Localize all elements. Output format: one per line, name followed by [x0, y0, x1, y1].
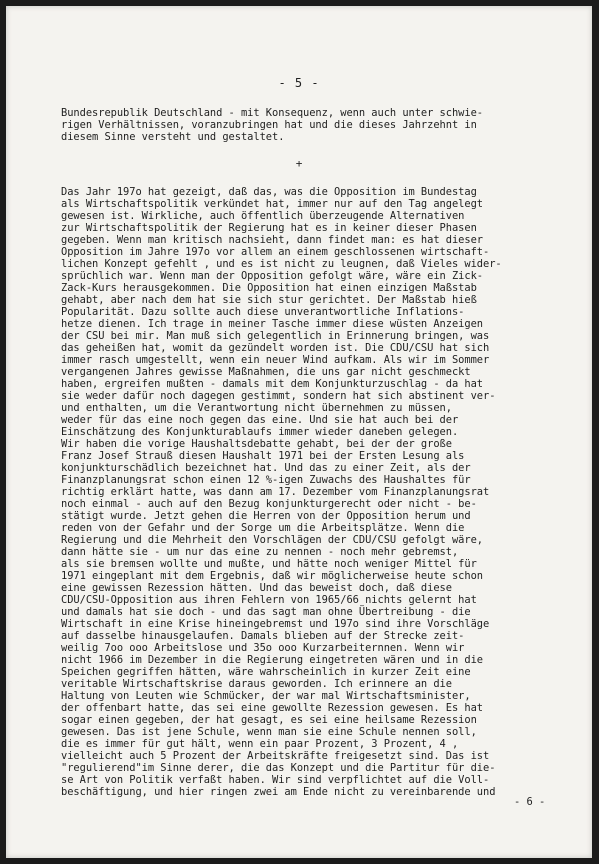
text-line: gegeben. Wenn man kritisch nachsieht, dann findet man: es hat dieser — [61, 234, 483, 246]
text-line: richtig erklärt hatte, was dann am 17. Dezember vom Finanzplanungsrat — [61, 486, 490, 498]
text-line: gehabt, aber nach dem hat sie sich stur gerichtet. Der Maßstab hieß — [61, 294, 477, 306]
text-line: Zack-Kurs herausgekommen. Die Opposition hat einen einzigen Maßstab — [61, 282, 477, 294]
text-line: Wirtschaft in eine Krise hineingebremst und 197o sind ihre Vorschläge — [61, 618, 490, 630]
section-separator: + — [295, 157, 303, 170]
text-line: sie weder dafür noch dagegen gestimmt, sondern hat sich abstinent ver- — [61, 390, 496, 402]
text-line: Einschätzung des Konjunkturablaufs immer wieder daneben gelegen. — [61, 426, 459, 438]
text-line: vielleicht auch 5 Prozent der Arbeitskräfte freigesetzt sind. Das ist — [61, 750, 490, 762]
text-line: Finanzplanungsrat schon einen 12 %-igen Zuwachs des Haushaltes für — [61, 474, 471, 486]
text-line: nicht 1966 im Dezember in die Regierung eingetreten wären und in die — [61, 654, 483, 666]
text-line: Bundesrepublik Deutschland - mit Konsequenz, wenn auch unter schwie- — [61, 107, 483, 119]
text-line: Regierung und die Mehrheit den Vorschlägen der CDU/CSU gefolgt wäre, — [61, 534, 483, 546]
text-line: reden von der Gefahr und der Sorge um die Arbeitsplätze. Wenn die — [61, 522, 465, 534]
text-line: als sie bremsen wollte und mußte, und hätte noch weniger Mittel für — [61, 558, 477, 570]
text-line: Opposition im Jahre 197o vor allem an einem geschlossenen wirtschaft- — [61, 246, 490, 258]
document-page — [6, 6, 592, 858]
text-line: Franz Josef Strauß diesen Haushalt 1971 bei der Ersten Lesung als — [61, 450, 465, 462]
text-line: gewesen ist. Wirkliche, auch öffentlich überzeugende Alternativen — [61, 210, 465, 222]
text-line: auf dasselbe hinausgelaufen. Damals blieben auf der Strecke zeit- — [61, 630, 465, 642]
text-line: 1971 eingeplant mit dem Ergebnis, daß wir möglicherweise heute schon — [61, 570, 483, 582]
text-line: als Wirtschaftspolitik verkündet hat, immer nur auf den Tag angelegt — [61, 198, 483, 210]
text-line: Wir haben die vorige Haushaltsdebatte gehabt, bei der der große — [61, 438, 452, 450]
text-line: Das Jahr 197o hat gezeigt, daß das, was die Opposition im Bundestag — [61, 186, 477, 198]
text-line: beschäftigung, und hier ringen zwei am Ende nicht zu vereinbarende und — [61, 786, 496, 798]
text-line: stätigt wurde. Jetzt gehen die Herren von der Opposition herum und — [61, 510, 471, 522]
text-line: hetze dienen. Ich trage in meiner Tasche immer diese wüsten Anzeigen — [61, 318, 483, 330]
text-line: diesem Sinne versteht und gestaltet. — [61, 131, 285, 143]
text-line: "regulierend"im Sinne derer, die das Konzept und die Partitur für die- — [61, 762, 496, 774]
text-line: vergangenen Jahres gewisse Maßnahmen, die uns gar nicht geschmeckt — [61, 366, 471, 378]
text-line: und enthalten, um die Verantwortung nicht übernehmen zu müssen, — [61, 402, 452, 414]
text-line: sogar einen gegeben, der hat gesagt, es sei eine heilsame Rezession — [61, 714, 477, 726]
text-line: und damals hat sie doch - und das sagt man ohne Übertreibung - die — [61, 606, 471, 618]
text-line: rigen Verhältnissen, voranzubringen hat und die dieses Jahrzehnt in — [61, 119, 477, 131]
text-line: eine gewissen Rezession hätten. Und das beweist doch, daß diese — [61, 582, 452, 594]
text-line: noch einmal - auch auf den Bezug konjunkturgerecht oder nicht - be- — [61, 498, 477, 510]
text-line: weder für das eine noch gegen das eine. Und sie hat auch bei der — [61, 414, 459, 426]
page-number: - 5 - — [278, 76, 320, 90]
text-line: konjunkturschädlich bezeichnet hat. Und das zu einer Zeit, als der — [61, 462, 471, 474]
text-line: haben, ergreifen mußten - damals mit dem Konjunkturzuschlag - da hat — [61, 378, 483, 390]
continuation-marker: - 6 - — [514, 796, 546, 808]
text-line: dann hätte sie - um nur das eine zu nennen - noch mehr gebremst, — [61, 546, 459, 558]
text-line: Haltung von Leuten wie Schmücker, der war mal Wirtschaftsminister, — [61, 690, 471, 702]
text-line: CDU/CSU-Opposition aus ihren Fehlern von 1965/66 nichts gelernt hat — [61, 594, 477, 606]
text-line: der CSU bei mir. Man muß sich gelegentlich in Erinnerung bringen, was — [61, 330, 490, 342]
text-line: immer rasch umgestellt, wenn ein neuer Wind aufkam. Als wir im Sommer — [61, 354, 490, 366]
text-line: lichen Konzept gefehlt , und es ist nicht zu leugnen, daß Vieles wider- — [61, 258, 502, 270]
text-line: der offenbart hatte, das sei eine gewollte Rezession gewesen. Es hat — [61, 702, 483, 714]
text-line: Speichen gegriffen hätten, wäre wahrscheinlich in kurzer Zeit eine — [61, 666, 471, 678]
text-line: veritable Wirtschaftskrise daraus geworden. Ich erinnere an die — [61, 678, 452, 690]
text-line: das geheißen hat, womit da gezündelt worden ist. Die CDU/CSU hat sich — [61, 342, 490, 354]
text-line: weilig 7oo ooo Arbeitslose und 35o ooo Kurzarbeiternnen. Wenn wir — [61, 642, 465, 654]
text-line: se Art von Politik verfaßt haben. Wir sind verpflichtet auf die Voll- — [61, 774, 490, 786]
text-line: die es immer für gut hält, wenn ein paar Prozent, 3 Prozent, 4 , — [61, 738, 459, 750]
text-line: zur Wirtschaftspolitik der Regierung hat es in keiner dieser Phasen — [61, 222, 477, 234]
text-line: gewesen. Das ist jene Schule, wenn man sie eine Schule nennen soll, — [61, 726, 477, 738]
text-line: sprüchlich war. Wenn man der Opposition gefolgt wäre, wäre ein Zick- — [61, 270, 483, 282]
text-line: Popularität. Dazu sollte auch diese unverantwortliche Inflations- — [61, 306, 465, 318]
